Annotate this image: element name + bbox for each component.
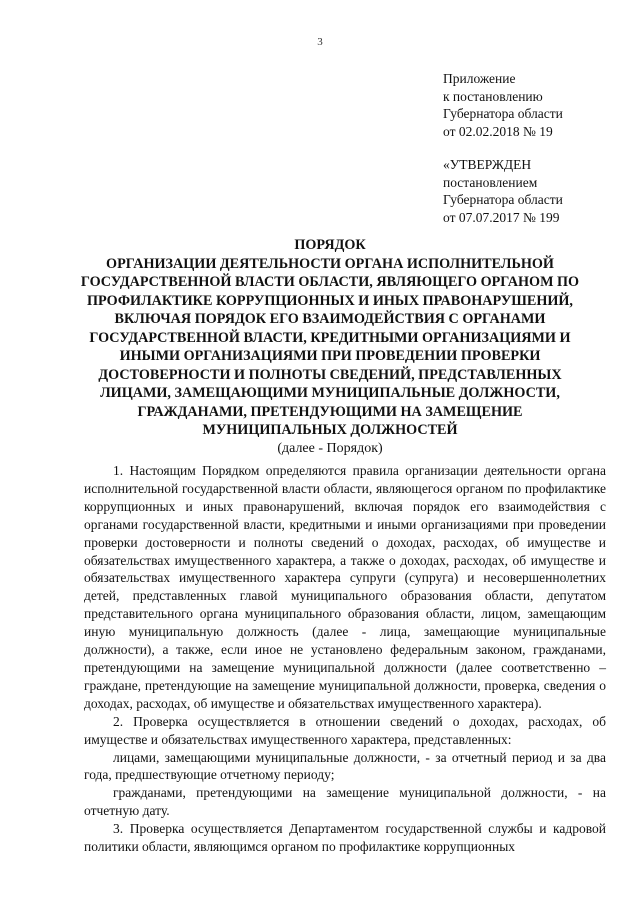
title-line: ГОСУДАРСТВЕННОЙ ВЛАСТИ ОБЛАСТИ, ЯВЛЯЮЩЕГО ОРГАНОМ ПО — [80, 274, 580, 290]
paragraph-2: 2. Проверка осуществляется в отношении сведений о доходах, расходах, об имуществе и обязательствах имущественного характера, представленных: — [84, 713, 606, 747]
title-line: ГРАЖДАНАМИ, ПРЕТЕНДУЮЩИМИ НА ЗАМЕЩЕНИЕ — [137, 403, 523, 420]
paragraph-2-item-2: гражданами, претендующими на замещение муниципальной должности, - на отчетную дату. — [84, 785, 606, 819]
attachment-line: Губернатора области — [443, 106, 563, 121]
approval-line: от 07.07.2017 № 199 — [443, 209, 560, 225]
title-line: МУНИЦИПАЛЬНЫХ ДОЛЖНОСТЕЙ — [202, 422, 458, 438]
approval-stamp-text — [443, 156, 563, 226]
document-subtitle: (далее - Порядок) — [277, 440, 383, 456]
paragraph-1: 1. Настоящим Порядком определяются правила организации деятельности органа исполнительной государственной власти области, являющегося органом по профилактике коррупционных и иных правонарушений, включая порядок его взаимодействия с органами государственной власти, кредитными и иными организациями при проведении проверки достоверности и полноты сведений о доходах, расходах, об имуществе и обязательствах имущественного характера, а также о доходах, расходах, об имуществе и обязательствах имущественного характера супруги (супруга) и несовершеннолетних детей, представленных главой муниципального образования области, депутатом представительного органа муниципального образования области, лицом, замещающим иную муниципальную должность (далее - лица, замещающие муниципальные должности), а также, если иное не установлено федеральным законом, гражданами, претендующими на замещение муниципальной должности (далее соответственно – граждане, претендующие на замещение муниципальной должности, проверка, сведения о доходах, расходах, об имуществе и обязательствах имущественного характера). — [84, 463, 606, 711]
page-number: 3 — [317, 36, 323, 48]
title-line: ДОСТОВЕРНОСТИ И ПОЛНОТЫ СВЕДЕНИЙ, ПРЕДСТАВЛЕННЫХ — [98, 366, 562, 383]
attachment-line: от 02.02.2018 № 19 — [443, 123, 553, 139]
approval-line: постановлением — [443, 174, 538, 190]
title-line: ПОРЯДОК — [294, 237, 366, 253]
approval-line: «УТВЕРЖДЕН — [443, 157, 532, 172]
title-line: ПРОФИЛАКТИКЕ КОРРУПЦИОННЫХ И ИНЫХ ПРАВОНАРУШЕНИЙ, — [87, 292, 573, 309]
title-line: ВКЛЮЧАЯ ПОРЯДОК ЕГО ВЗАИМОДЕЙСТВИЯ С ОРГАНАМИ — [114, 311, 546, 327]
paragraph-3: 3. Проверка осуществляется Департаментом государственной службы и кадровой политики области, являющимся органом по профилактике коррупционных — [84, 821, 606, 855]
document-title — [40, 236, 620, 440]
title-line: ЛИЦАМИ, ЗАМЕЩАЮЩИМИ МУНИЦИПАЛЬНЫЕ ДОЛЖНОСТИ, — [100, 385, 560, 401]
title-line: ИНЫМИ ОРГАНИЗАЦИЯМИ ПРИ ПРОВЕДЕНИИ ПРОВЕРКИ — [119, 348, 541, 364]
title-line: ГОСУДАРСТВЕННОЙ ВЛАСТИ, КРЕДИТНЫМИ ОРГАНИЗАЦИЯМИ И — [89, 329, 571, 346]
attachment-line: Приложение — [443, 71, 516, 86]
approval-line: Губернатора области — [443, 192, 563, 207]
attachment-note — [443, 70, 563, 140]
attachment-line: к постановлению — [443, 88, 543, 104]
title-line: ОРГАНИЗАЦИИ ДЕЯТЕЛЬНОСТИ ОРГАНА ИСПОЛНИТЕЛЬНОЙ — [106, 255, 554, 272]
paragraph-2-item-1: лицами, замещающими муниципальные должности, - за отчетный период и за два года, предшествующие отчетному периоду; — [84, 749, 606, 783]
document-body — [84, 462, 606, 856]
document-title-block — [40, 236, 620, 458]
